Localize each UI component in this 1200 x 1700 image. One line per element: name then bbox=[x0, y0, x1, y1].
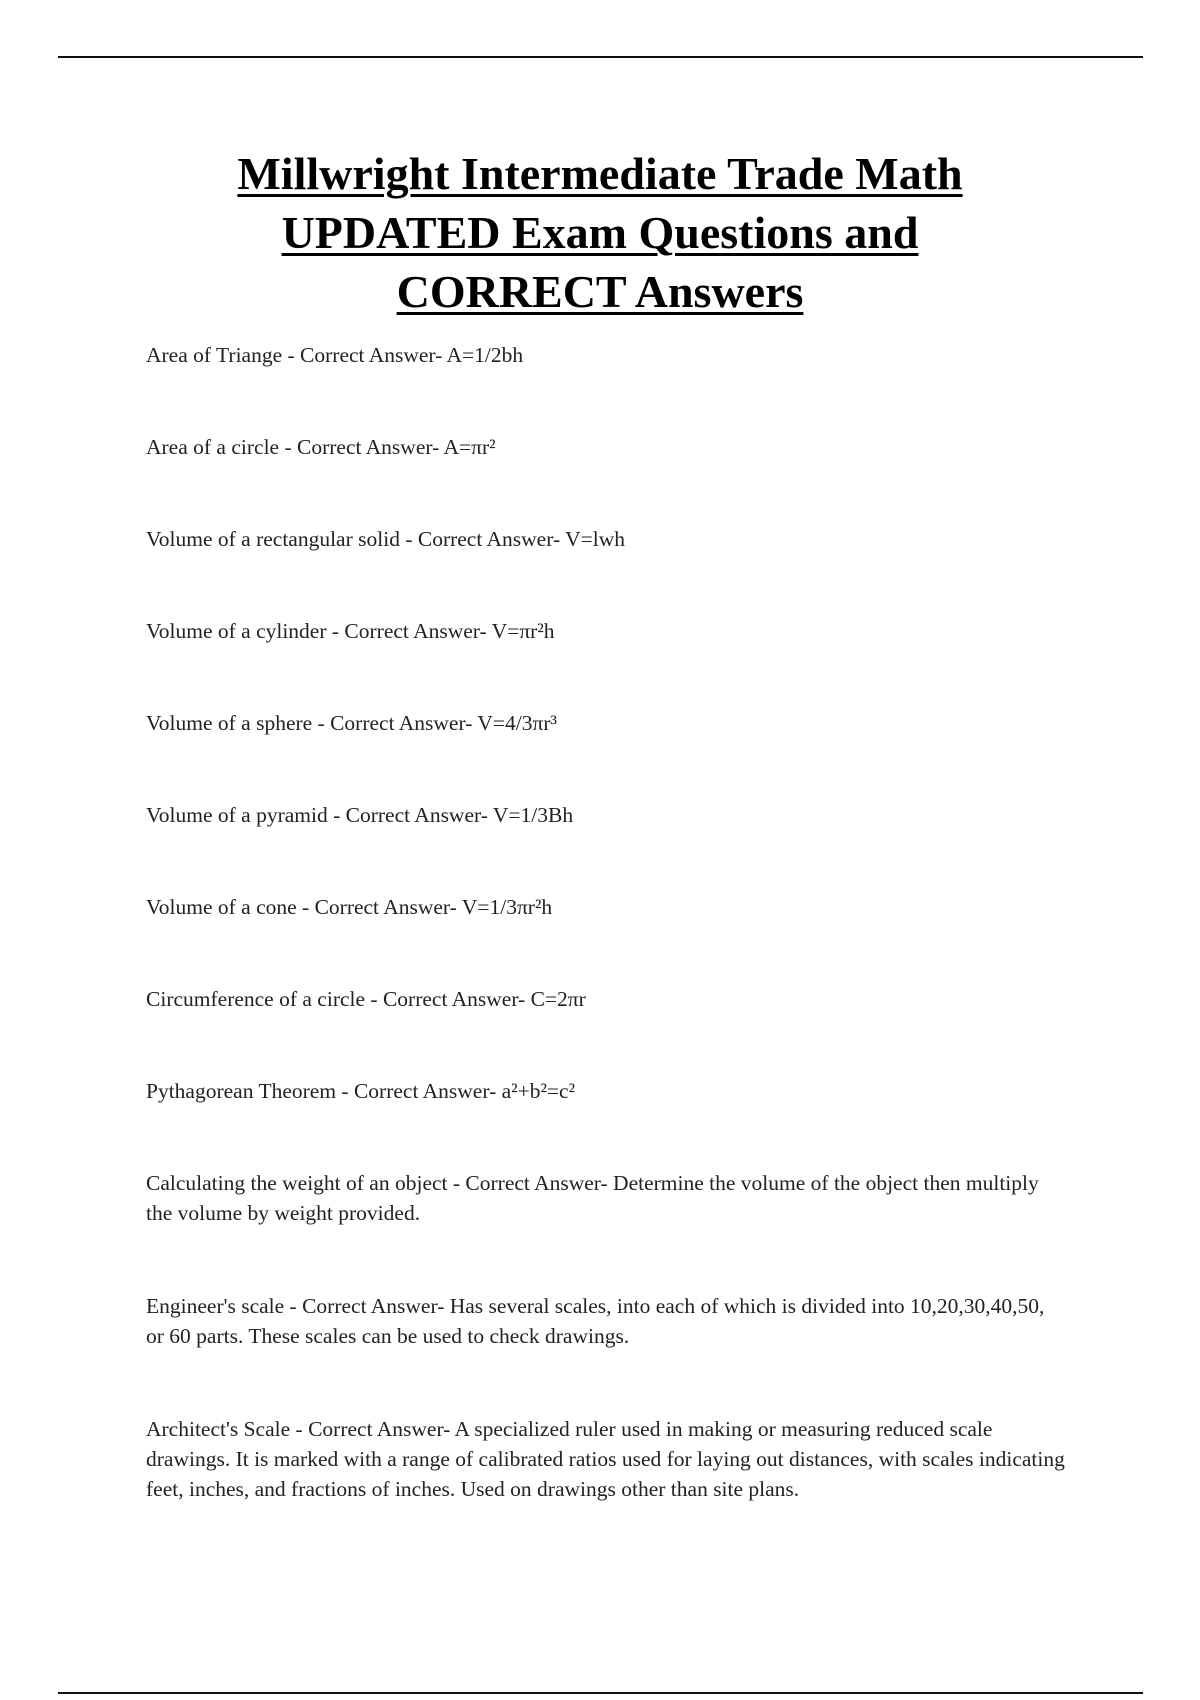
qa-item-volume-pyramid: Volume of a pyramid - Correct Answer- V=1/3Bh bbox=[146, 803, 574, 827]
qa-item-architects-scale: Architect's Scale - Correct Answer- A specialized ruler used in making or measuring reduced scale drawings. It is marked with a range of calibrated ratios used for laying out distances, with scales indicating feet, inches, and fractions of inches. Used on drawings other than site plans. bbox=[146, 1417, 1065, 1501]
header-divider bbox=[58, 56, 1143, 58]
qa-item-volume-rectangular-solid: Volume of a rectangular solid - Correct Answer- V=lwh bbox=[146, 527, 626, 551]
qa-item-volume-cone: Volume of a cone - Correct Answer- V=1/3πr²h bbox=[146, 895, 553, 919]
qa-item-volume-cylinder: Volume of a cylinder - Correct Answer- V=πr²h bbox=[146, 619, 555, 643]
qa-item-area-triangle: Area of Triange - Correct Answer- A=1/2bh bbox=[146, 343, 524, 367]
question-answer-list bbox=[146, 340, 1066, 1566]
qa-item-area-circle: Area of a circle - Correct Answer- A=πr² bbox=[146, 435, 496, 459]
qa-item-engineers-scale: Engineer's scale - Correct Answer- Has several scales, into each of which is divided into 10,20,30,40,50, or 60 parts. These scales can be used to check drawings. bbox=[146, 1294, 1045, 1348]
title-line-3: CORRECT Answers bbox=[396, 266, 804, 317]
title-line-1: Millwright Intermediate Trade Math bbox=[237, 148, 963, 199]
qa-item-circumference-circle: Circumference of a circle - Correct Answer- C=2πr bbox=[146, 987, 586, 1011]
qa-item-volume-sphere: Volume of a sphere - Correct Answer- V=4/3πr³ bbox=[146, 711, 557, 735]
document-title bbox=[120, 144, 1080, 321]
qa-item-pythagorean-theorem: Pythagorean Theorem - Correct Answer- a²+b²=c² bbox=[146, 1079, 576, 1103]
footer-divider bbox=[58, 1692, 1143, 1694]
title-line-2: UPDATED Exam Questions and bbox=[281, 207, 919, 258]
qa-item-weight-of-object: Calculating the weight of an object - Correct Answer- Determine the volume of the object then multiply the volume by weight provided. bbox=[146, 1171, 1039, 1225]
